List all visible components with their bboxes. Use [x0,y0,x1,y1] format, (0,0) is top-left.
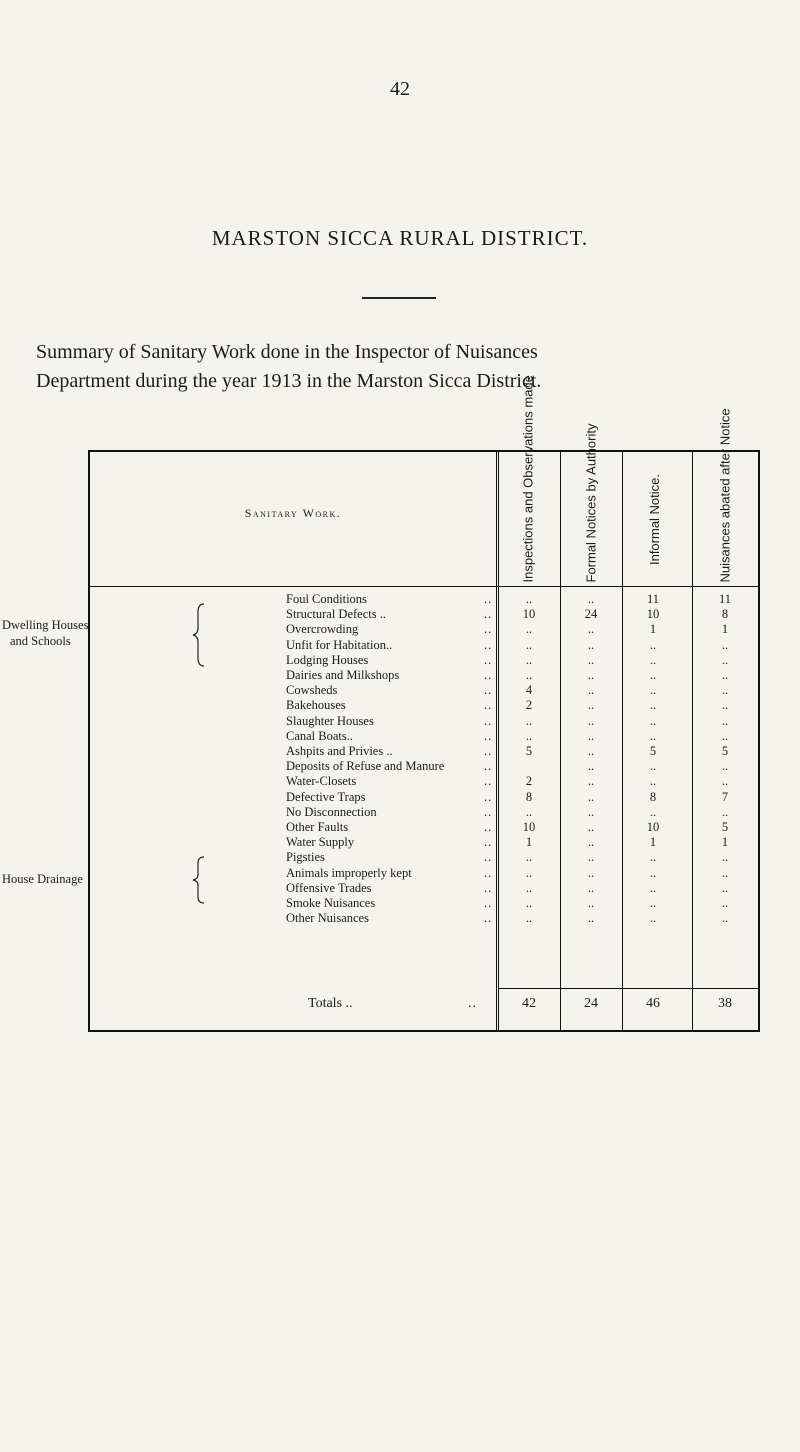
row-cell: 5 [649,744,657,758]
row-label: Other Nuisances [286,911,369,926]
totals-leader: .. [468,996,477,1011]
group-dwelling-houses: Dwelling Houses [2,618,89,632]
table-row [88,804,760,820]
table-row [88,910,760,926]
row-cell: .. [721,713,729,728]
column-header-inspections [498,374,558,582]
row-label: Unfit for Habitation.. [286,637,393,652]
row-cell: .. [721,880,729,895]
row-label: Dairies and Milkshops [286,668,400,682]
column-header-text: Informal Notice. [647,473,663,565]
row-cell: .. [721,850,729,865]
page-number: 42 [390,78,410,100]
row-cell: .. [721,668,729,682]
row-cell: .. [587,865,595,880]
row-cell: .. [721,774,729,789]
row-cell: .. [587,835,595,850]
table-row [88,834,760,850]
row-cell: .. [587,744,595,758]
table-row [88,667,760,683]
row-cell: .. [525,668,533,682]
row-cell: 11 [718,592,732,606]
row-cell: .. [525,804,533,819]
totals-divider [498,988,760,989]
row-leader: .. [484,911,493,926]
row-label: Overcrowding [286,622,359,637]
row-cell: .. [587,880,595,895]
row-cell: 1 [649,835,657,850]
row-label: Canal Boats.. [286,728,354,743]
row-leader: .. [484,759,493,774]
table-top-border [88,450,760,452]
column-header-nuisances-abated [695,407,755,582]
row-cell: 10 [646,607,660,622]
row-leader: .. [484,683,493,698]
table-row [88,728,760,744]
row-leader: .. [484,789,493,804]
row-label: Foul Conditions [286,592,367,606]
row-leader: .. [484,637,493,652]
row-cell: .. [721,652,729,667]
row-leader: .. [484,896,493,910]
row-cell: .. [721,804,729,819]
intro-line-1: Summary of Sanitary Work done in the Inspector of Nuisances [36,341,538,363]
row-cell: .. [587,759,595,774]
row-leader: .. [484,820,493,834]
row-cell: .. [525,637,533,652]
table-row [88,697,760,713]
row-cell: .. [525,622,533,637]
row-cell: 4 [525,683,533,698]
totals-formal-notices: 24 [584,996,598,1011]
row-cell: 1 [721,835,729,850]
row-cell: .. [721,865,729,880]
table-row [88,606,760,622]
row-label: Offensive Trades [286,880,372,895]
intro-line-2: Department during the year 1913 in the Marston Sicca District. [36,370,542,392]
row-leader: .. [484,592,493,606]
row-label: Ashpits and Privies .. [286,744,393,758]
row-cell: 5 [721,820,729,834]
table-row [88,865,760,881]
header-divider [88,586,760,587]
row-cell: 24 [584,607,598,622]
row-cell: .. [649,728,657,743]
row-leader: .. [484,622,493,637]
row-leader: .. [484,804,493,819]
row-label: Water Supply [286,835,355,850]
row-cell: .. [587,683,595,698]
row-leader: .. [484,607,493,622]
row-cell: .. [649,759,657,774]
totals-inspections: 42 [522,996,536,1011]
totals-informal-notice: 46 [646,996,660,1011]
row-cell: .. [649,713,657,728]
row-cell: .. [525,865,533,880]
row-cell: .. [721,637,729,652]
table-row [88,713,760,729]
row-cell: .. [587,622,595,637]
row-cell: 5 [525,744,533,758]
row-cell: .. [587,698,595,713]
table-row [88,773,760,789]
row-cell: .. [721,683,729,698]
row-cell: .. [649,698,657,713]
row-leader: .. [484,652,493,667]
row-cell: .. [525,880,533,895]
row-cell: .. [721,759,729,774]
table-row [88,637,760,653]
row-label: Slaughter Houses [286,713,374,728]
row-label: Deposits of Refuse and Manure [286,759,445,774]
row-cell: .. [525,850,533,865]
row-cell: .. [649,865,657,880]
table-row [88,682,760,698]
row-cell: .. [649,637,657,652]
totals-nuisances-abated: 38 [718,996,732,1011]
row-cell: 1 [649,622,657,637]
intro-paragraph [36,338,776,396]
row-leader: .. [484,744,493,758]
row-cell: .. [587,850,595,865]
row-cell: 8 [649,789,657,804]
row-cell: 5 [721,744,729,758]
row-cell: .. [587,896,595,910]
table-row [88,789,760,805]
row-leader: .. [484,728,493,743]
row-cell: .. [649,652,657,667]
row-label: Cowsheds [286,683,338,698]
row-cell: .. [525,592,533,606]
row-cell: 7 [721,789,729,804]
row-cell: .. [525,896,533,910]
row-cell: .. [649,896,657,910]
table-row [88,758,760,774]
row-cell: .. [587,728,595,743]
row-label: Bakehouses [286,698,346,713]
row-label: Smoke Nuisances [286,896,376,910]
column-header-text: Inspections and Observations made [520,374,536,582]
row-leader: .. [484,698,493,713]
row-leader: .. [484,865,493,880]
row-leader: .. [484,880,493,895]
row-cell: 8 [525,789,533,804]
row-cell: 10 [522,820,536,834]
row-cell: .. [721,698,729,713]
row-cell: .. [525,728,533,743]
row-label: Pigsties [286,850,325,865]
table-row [88,743,760,759]
row-cell: .. [587,804,595,819]
row-label: Other Faults [286,820,349,834]
row-leader: .. [484,713,493,728]
row-cell: .. [525,911,533,926]
row-cell: 8 [721,607,729,622]
row-cell: 1 [525,835,533,850]
row-cell: .. [721,911,729,926]
row-leader: .. [484,835,493,850]
row-label: Defective Traps [286,789,366,804]
row-cell: .. [649,774,657,789]
row-leader: .. [484,774,493,789]
row-cell: .. [721,728,729,743]
row-cell: .. [649,668,657,682]
table-row [88,819,760,835]
group-and-schools: and Schools [10,634,71,648]
column-header-text: Formal Notices by Authority [583,423,599,582]
row-label: Animals improperly kept [286,865,412,880]
row-cell: .. [587,637,595,652]
row-cell: .. [587,789,595,804]
row-cell: .. [525,713,533,728]
table-row [88,895,760,911]
row-cell: .. [525,652,533,667]
column-header-text: Nuisances abated after Notice [717,407,733,582]
row-cell: 10 [646,820,660,834]
row-cell: .. [649,880,657,895]
row-leader: .. [484,850,493,865]
row-cell: .. [587,592,595,606]
row-cell: .. [587,820,595,834]
row-cell: .. [649,850,657,865]
row-cell: .. [587,668,595,682]
row-label: No Disconnection [286,804,377,819]
table-row [88,880,760,896]
header-sanitary-work: Sanitary Work. [244,506,342,520]
table-bottom-border [88,1030,760,1032]
row-cell: .. [587,713,595,728]
row-cell: 11 [646,592,660,606]
row-label: Lodging Houses [286,652,369,667]
table-row [88,591,760,607]
row-cell: .. [649,804,657,819]
row-cell: .. [721,896,729,910]
table-row [88,652,760,668]
title-rule [362,297,436,299]
row-label: Water-Closets [286,774,357,789]
row-cell: .. [587,652,595,667]
row-leader: .. [484,668,493,682]
totals-label: Totals .. [308,996,353,1011]
table-row [88,621,760,637]
column-header-formal-notices [561,423,621,582]
column-header-informal-notice [625,456,685,582]
row-cell: 2 [525,698,533,713]
row-cell: 10 [522,607,536,622]
row-cell: 1 [721,622,729,637]
row-label: Structural Defects .. [286,607,386,622]
group-house-drainage: House Drainage [2,872,83,886]
row-cell: .. [649,911,657,926]
row-cell: .. [587,774,595,789]
row-cell: .. [649,683,657,698]
table-row [88,849,760,865]
row-cell: .. [587,911,595,926]
document-title: MARSTON SICCA RURAL DISTRICT. [211,226,589,250]
row-cell: 2 [525,774,533,789]
